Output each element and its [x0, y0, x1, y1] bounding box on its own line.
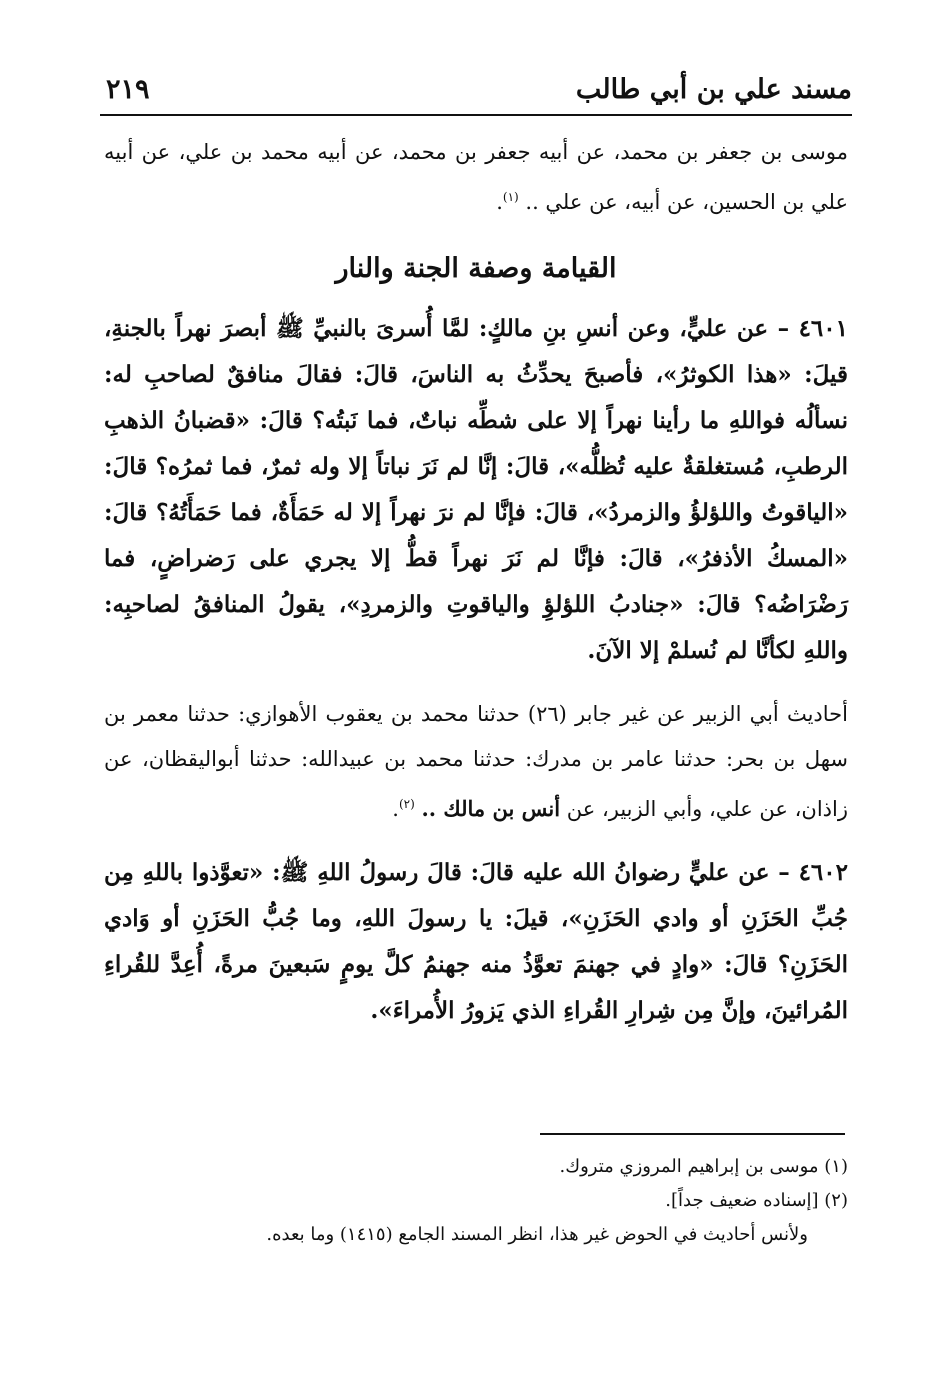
isnad-text: أحاديث أبي الزبير عن غير جابر (٢٦) حدثنا محمد بن يعقوب الأهوازي: حدثنا معمر بن سهل بن بحر: حدثنا عامر بن مدرك: حدثنا محمد بن عبيدالله: حدثنا أبواليقظان، عن زاذان، عن علي، وأبي الزبير، عن [104, 702, 848, 821]
footnote-ref-1: (١) [502, 190, 519, 204]
main-text [104, 130, 848, 1034]
footnotes [104, 1150, 848, 1252]
intro-paragraph: موسى بن جعفر بن محمد، عن أبيه جعفر بن محمد، عن أبيه محمد بن علي، عن أبيه علي بن الحسين، عن أبيه، عن علي .. $^{(١)}$. [104, 140, 848, 214]
header-title: مسند علي بن أبي طالب [575, 74, 852, 105]
hadith-4601: ٤٦٠١ – عن عليٍّ، وعن أنسِ بنِ مالكٍ: لمَّا أُسرىَ بالنبيِّ ﷺ أبصرَ نهراً بالجنةِ، قيلَ: «هذا الكوثرُ»، فأصبحَ يحدِّثُ به الناسَ، قالَ: فقالَ منافقٌ لصاحبِ له: نسألُه فواللهِ ما رأينا نهراً إلا على شطِّه نباتٌ، فما نَبتُه؟ قالَ: «قضبانُ الذهبِ الرطبِ، مُستغلقةٌ عليه تُظلُّه»، قالَ: إنَّا لم نَرَ نباتاً إلا وله ثمرٌ، فما ثمرُه؟ قالَ: «الياقوتُ واللؤلؤُ والزمردُ»، قالَ: فإنَّا لم نرَ نهراً إلا له حَمَأَةٌ، فما حَمَأَتُهُ؟ قالَ: «المسكُ الأذفرُ»، قالَ: فإنَّا لم نَرَ نهراً قطُّ إلا يجري على رَضراضٍ، فما رَضْرَاضُه؟ قالَ: «جنادبُ اللؤلؤِ والياقوتِ والزمردِ»، يقولُ المنافقُ لصاحبِه: واللهِ لكأنَّا لم نُسلمْ إلا الآنَ. [104, 315, 848, 664]
footnote-2: (٢) [إسناده ضعيف جداً]. [665, 1190, 848, 1211]
page-number: ٢١٩ [106, 74, 150, 105]
section-heading: القيامة وصفة الجنة والنار [335, 253, 617, 284]
footnote-divider [540, 1133, 845, 1135]
isnad-paragraph: أحاديث أبي الزبير عن غير جابر (٢٦) حدثنا محمد بن يعقوب الأهوازي: حدثنا معمر بن سهل بن بحر: حدثنا عامر بن مدرك: حدثنا محمد بن عبيدالله: حدثنا أبواليقظان، عن زاذان، عن علي، وأبي الزبير، عن أنس بن مالك .. $^{(٢)}$. [104, 702, 848, 821]
footnote-ref-2: (٢) [398, 797, 415, 811]
footnote-2-continuation: ولأنس أحاديث في الحوض غير هذا، انظر المسند الجامع (١٤١٥) وما بعده. [266, 1224, 808, 1245]
isnad-narrator: أنس بن مالك .. [421, 796, 561, 821]
running-header [100, 70, 852, 116]
hadith-4602: ٤٦٠٢ – عن عليٍّ رضوانُ الله عليه قالَ: قالَ رسولُ اللهِ ﷺ: «تعوَّذوا باللهِ مِن جُبِّ الحَزَنِ أو وادي الحَزَنِ»، قيلَ: يا رسولَ اللهِ، وما جُبُّ الحَزَنِ أو وَادي الحَزَنِ؟ قالَ: «وادٍ في جهنمَ تعوَّذُ منه جهنمُ كلَّ يومٍ سَبعينَ مرةً، أُعِدَّ للقُراءِ المُرائينَ، وإنَّ مِن شِرارِ القُراءِ الذي يَزورُ الأُمراءَ». [104, 859, 848, 1024]
intro-text: موسى بن جعفر بن محمد، عن أبيه جعفر بن محمد، عن أبيه محمد بن علي، عن أبيه علي بن الحسين، عن أبيه، عن علي .. [104, 140, 848, 214]
footnote-1: (١) موسى بن إبراهيم المروزي متروك. [559, 1156, 848, 1177]
